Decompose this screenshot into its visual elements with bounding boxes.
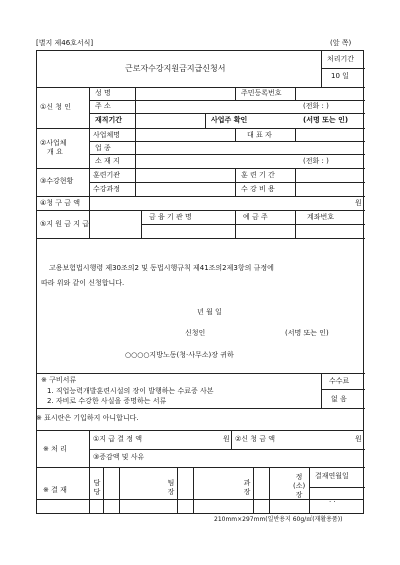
required-docs-title: ※ 구비서류 (41, 376, 77, 384)
workplace-phone-label: (전화 : ) (303, 157, 329, 165)
fee-label: 수수료 (329, 377, 350, 385)
team-leader-label: 팀장 (167, 479, 175, 496)
representative-label: 대 표 자 (247, 131, 272, 139)
office-use-table (36, 430, 364, 514)
bank-name-label: 금 융 기 관 명 (149, 213, 192, 221)
training-period-label: 훈 련 기 간 (241, 171, 275, 179)
applicant-section-label: ①신 청 인 (40, 103, 72, 111)
approval-date-value: . . (329, 496, 336, 504)
location-label: 소 재 지 (95, 157, 120, 165)
claim-amount-label: ④청 구 금 액 (40, 199, 80, 207)
process-label: ※ 처 리 (43, 445, 67, 453)
decision-won: 원 (223, 435, 230, 443)
company-name-label: 사업체명 (93, 131, 121, 139)
claim-amount-unit: 원 (355, 199, 362, 207)
notice-text: ※ 표시란은 기입하지 아니합니다. (36, 414, 139, 422)
address-label: 주 소 (95, 102, 111, 110)
processing-period-value: 10 일 (331, 72, 349, 80)
declaration-line-1: 고용보험법시행령 제30조의2 및 동법시행규칙 제41조의2제3항의 규정에 (49, 264, 274, 272)
claim-amount-office-label: ②신 청 금 액 (235, 435, 275, 443)
paper-spec-footer: 210mm×297mm(일반용지 60g/㎡(재활용품)) (214, 516, 343, 523)
course-name-label: 수강과정 (93, 185, 121, 193)
processing-period-label: 처리기간 (327, 55, 355, 63)
applicant-phone-label: (전화 : ) (303, 102, 329, 110)
course-fee-label: 수 강 비 용 (241, 185, 275, 193)
declaration-date: 년 월 일 (197, 308, 222, 316)
required-doc-2: 2. 자비로 수강한 사실을 증명하는 서류 (47, 397, 167, 405)
course-section-label: ③수강현황 (40, 177, 74, 185)
rrn-label: 주민등록번호 (241, 89, 282, 97)
name-label: 성 명 (95, 89, 111, 97)
account-number-label: 계좌번호 (307, 213, 335, 221)
employer-confirm-label: 사업주 확인 (211, 116, 248, 124)
declaration-sign: (서명 또는 인) (285, 329, 329, 337)
workplace-section-label-1: ②사업체 (40, 139, 67, 147)
required-doc-1: 1. 직업능력개발훈련시설의 장이 발행하는 수료증 사본 (47, 387, 214, 395)
page-side-note: (앞 쪽) (330, 39, 352, 47)
workplace-section-label-2: 개 요 (47, 148, 63, 156)
decision-amount-label: ①지 급 결 정 액 (93, 435, 142, 443)
section-head-label: 과장 (243, 479, 251, 496)
claim-won: 원 (355, 435, 362, 443)
depositor-label: 예 금 주 (243, 213, 268, 221)
approval-label: ※ 결 재 (43, 486, 67, 494)
declaration-addressee: ○○○○지방노동(청·사무소)장 귀하 (125, 351, 234, 359)
declaration-line-2: 따라 위와 같이 신청합니다. (41, 279, 125, 287)
declaration-applicant: 신청인 (185, 329, 206, 337)
fee-value: 없 음 (331, 395, 347, 403)
approval-date-label: 결재연월일 (315, 472, 349, 480)
form-title: 근로자수강지원금지급신청서 (125, 64, 226, 73)
institution-label: 훈련기관 (93, 171, 121, 179)
payment-section-label: ⑤지 원 금 지 급 (40, 220, 89, 228)
form-number: [별지 제46호서식] (36, 39, 94, 47)
industry-label: 업 종 (95, 144, 111, 152)
office-head-label: 정(소)장 (293, 473, 306, 499)
staff-label: 담당 (93, 479, 101, 496)
employment-period-label: 재직기간 (95, 116, 123, 124)
employer-sign-label: (서명 또는 인) (303, 116, 349, 124)
difference-reason-label: ③증감액 및 사유 (93, 453, 145, 461)
